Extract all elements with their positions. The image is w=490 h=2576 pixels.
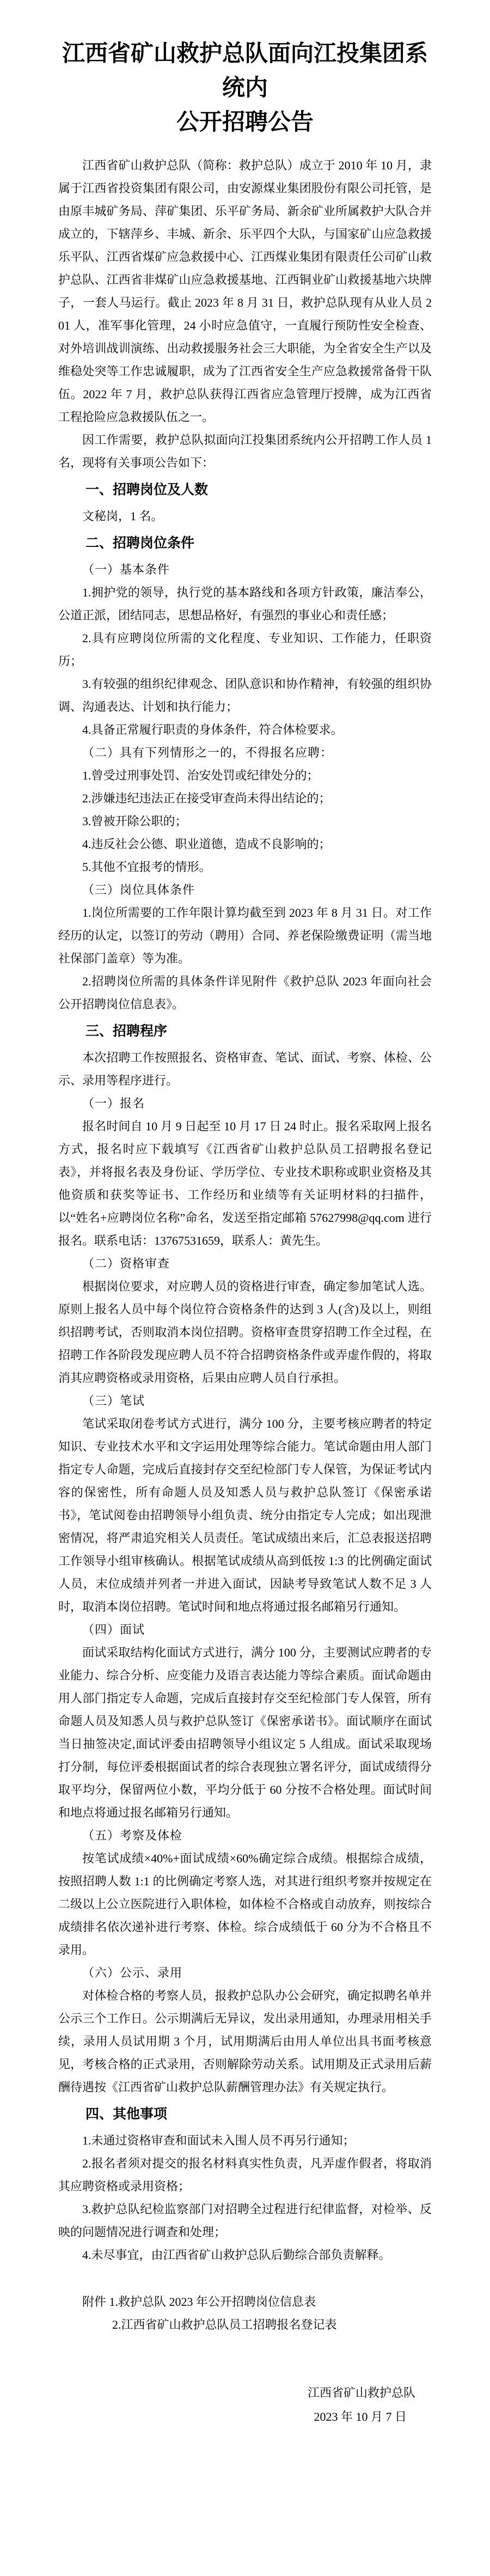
paragraph: 3.有较强的组织纪律观念、团队意识和协作精神，有较强的组织协调、沟通表达、计划和执行能力；	[58, 677, 432, 714]
paragraph: 2.涉嫌违纪违法正在接受审查尚未得出结论的；	[82, 791, 331, 805]
sub-heading: （二）资格审查	[82, 1257, 170, 1270]
paragraph: 1.拥护党的领导，执行党的基本路线和各项方针政策，廉洁奉公，公道正派，团结同志，思想品格好，有强烈的事业心和责任感；	[58, 586, 432, 622]
signature-date: 2023 年 10 月 7 日	[314, 2410, 407, 2423]
paragraph: 3.救护总队纪检监察部门对招聘全过程进行纪律监督，对检举、反映的问题情况进行调查和处理；	[58, 2202, 432, 2239]
paragraph: 对体检合格的考察人员，报救护总队办公会研究，确定拟聘名单并公示三个工作日。公示期满后无异议，发出录用通知，办理录用相关手续，录用人员试用期 3 个月，试用期满后由用人单位出具书面考核意见，考核合格的正式录用，否则解除劳动关系。试用期及正式录用后薪酬待遇按《江西省矿山救护总队薪酬管理办法》有关规定执行。	[58, 1989, 432, 2094]
sub-heading: （五）考察及体检	[82, 1829, 183, 1842]
paragraph: 2.报名者须对提交的报名材料真实性负责，凡弄虚作假者，将取消其应聘资格或录用资格；	[58, 2157, 432, 2193]
paragraph: 笔试采取闭卷考试方式进行，满分 100 分，主要考核应聘者的特定知识、专业技术水平和文字运用处理等综合能力。笔试命题由用人部门指定专人命题，完成后直接封存交至纪检部门专人保管，为保证考试内容的保密性，所有命题人员及知悉人员与救护总队签订《保密承诺书》，笔试阅卷由招聘领导小组负责、统分由指定专人完成；如出现泄密情况，将严肃追究相关人员责任。笔试成绩出来后，汇总表报送招聘工作领导小组审核确认。根据笔试成绩从高到低按 1:3 的比例确定面试人员，末位成绩并列者一并进入面试，因缺考导致笔试人数不足 3 人时，取消本岗位招聘。笔试时间和地点将通过报名邮箱另行通知。	[58, 1417, 432, 1613]
paragraph: 2.招聘岗位所需的具体条件详见附件《救护总队 2023 年面向社会公开招聘岗位信息表》。	[58, 975, 432, 1011]
paragraph: 本次招聘工作按照报名、资格审查、笔试、面试、考察、体检、公示、录用等程序进行。	[58, 1051, 432, 1087]
paragraph: 根据岗位要求，对应聘人员的资格进行审查，确定参加笔试人选。原则上报名人员中每个岗位符合资格条件的达到 3 人(含)及以上，则组织招聘考试，否则取消本岗位招聘。资格审查贯穿招聘工作全过程，在招聘工作各阶段发现应聘人员不符合招聘资格条件或弄虚作假的，将取消其应聘资格或录用资格，后果由应聘人员自行承担。	[58, 1280, 432, 1385]
paragraph: 按笔试成绩×40%+面试成绩×60%确定综合成绩。根据综合成绩，按照招聘人数 1:1 的比例确定考察人选，对其进行组织考察并按规定在二级以上公立医院进行入职体检，如体检不合格或自动放弃，则按综合成绩排名依次递补进行考察、体检。综合成绩低于 60 分为不合格且不录用。	[58, 1852, 432, 1957]
attachment-item-1: 附件 1.救护总队 2023 年公开招聘岗位信息表	[82, 2295, 316, 2309]
paragraph: 4.具备正常履行职责的身体条件，符合体检要求。	[82, 723, 343, 736]
signature-block	[58, 2381, 432, 2429]
paragraph: 因工作需要，救护总队拟面向江投集团系统内公开招聘工作人员 1 名，现将有关事项公告如下：	[58, 433, 432, 470]
sub-heading: （三）笔试	[82, 1394, 145, 1408]
section-heading: 一、招聘岗位及人数	[85, 482, 209, 497]
paragraph: 2.具有应聘岗位所需的文化程度、专业知识、工作能力，任职资历；	[58, 631, 432, 668]
section-heading: 二、招聘岗位条件	[85, 535, 195, 551]
paragraph: 1.曾受过刑事处罚、治安处罚或纪律处分的；	[82, 769, 319, 782]
sub-heading: （六）公示、录用	[82, 1966, 183, 1980]
attachment-item-2: 2.江西省矿山救护总队员工招聘报名登记表	[112, 2318, 337, 2331]
paragraph: 1.岗位所需要的工作年限计算均截至到 2023 年 8 月 31 日。对工作经历的认定，以签订的劳动（聘用）合同、养老保险缴费证明（需当地社保部门盖章）等为准。	[58, 906, 432, 965]
section-heading: 三、招聘程序	[85, 1024, 168, 1039]
document-title-line-2: 公开招聘公告	[176, 110, 314, 135]
section-heading: 四、其他事项	[85, 2106, 168, 2122]
paragraph: 4.未尽事宜，由江西省矿山救护总队后勤综合部负责解释。	[82, 2248, 391, 2262]
paragraph: 4.违反社会公德、职业道德，造成不良影响的；	[82, 837, 331, 851]
sub-heading: （四）面试	[82, 1623, 145, 1636]
signature-org: 江西省矿山救护总队	[307, 2386, 415, 2400]
paragraph: 3.曾被开除公职的；	[82, 814, 187, 828]
paragraph: 文秘岗，1 名。	[82, 509, 163, 523]
paragraph: 报名时间自 10 月 9 日起至 10 月 17 日 24 时止。报名采取网上报名方式，报名时应下载填写《江西省矿山救护总队员工招聘报名登记表》，并将报名表及身份证、学历学位、专业技术职称或职业资格及其他资质和获奖等证书、工作经历和业绩等有关证明材料的扫描件，以“姓名+应聘岗位名称”命名，发送至指定邮箱 57627998@qq.com 进行报名。联系电话：13767531659，联系人：黄先生。	[58, 1119, 432, 1247]
paragraph: 面试采取结构化面试方式进行，满分 100 分，主要测试应聘者的专业能力、综合分析、应变能力及语言表达能力等综合素质。面试命题由用人部门指定专人命题，完成后直接封存交至纪检部门专人保管，所有命题人员及知悉人员与救护总队签订《保密承诺书》。面试顺序在面试当日抽签决定,面试评委由招聘领导小组议定 5 人组成。面试采取现场打分制，每位评委根据面试者的综合表现独立署名评分，面试成绩得分取平均分，保留两位小数，平均分低于 60 分按不合格处理。面试时间和地点将通过报名邮箱另行通知。	[58, 1646, 432, 1819]
paragraph: 5.其他不宜报考的情形。	[82, 860, 211, 874]
paragraph: 1.未通过资格审查和面试未入围人员不再另行通知；	[82, 2134, 355, 2147]
document-title-line-1: 江西省矿山救护总队面向江投集团系统内	[62, 41, 428, 101]
document-body	[58, 154, 432, 2336]
document-title	[58, 37, 432, 140]
paragraph: 江西省矿山救护总队（简称：救护总队）成立于 2010 年 10 月，隶属于江西省投资集团有限公司，由安源煤业集团股份有限公司托管，是由原丰城矿务局、萍矿集团、乐平矿务局、新余矿业所属救护大队合并成立的，下辖萍乡、丰城、新余、乐平四个大队，与国家矿山应急救援乐平队、江西省煤矿应急救援中心、江西煤业集团有限责任公司矿山救护总队、江西省非煤矿山应急救援基地、江西铜业矿山救援基地六块牌子，一套人马运行。截止 2023 年 8 月 31 日，救护总队现有从业人员 201 人，准军事化管理，24 小时应急值守，一直履行预防性安全检查、对外培训战训演练、出动救援服务社会三大职能，为全省安全生产以及维稳处突等工作忠诚履职，成为了江西省安全生产应急救援常备骨干队伍。2022 年 7 月，救护总队获得江西省应急管理厅授牌，成为江西省工程抢险应急救援队伍之一。	[58, 159, 432, 424]
sub-heading: （三）岗位具体条件	[82, 883, 195, 897]
sub-heading: （一）报名	[82, 1097, 145, 1110]
sub-heading: （二）具有下列情形之一的，不得报名应聘：	[82, 746, 333, 759]
sub-heading: （一）基本条件	[82, 563, 170, 576]
